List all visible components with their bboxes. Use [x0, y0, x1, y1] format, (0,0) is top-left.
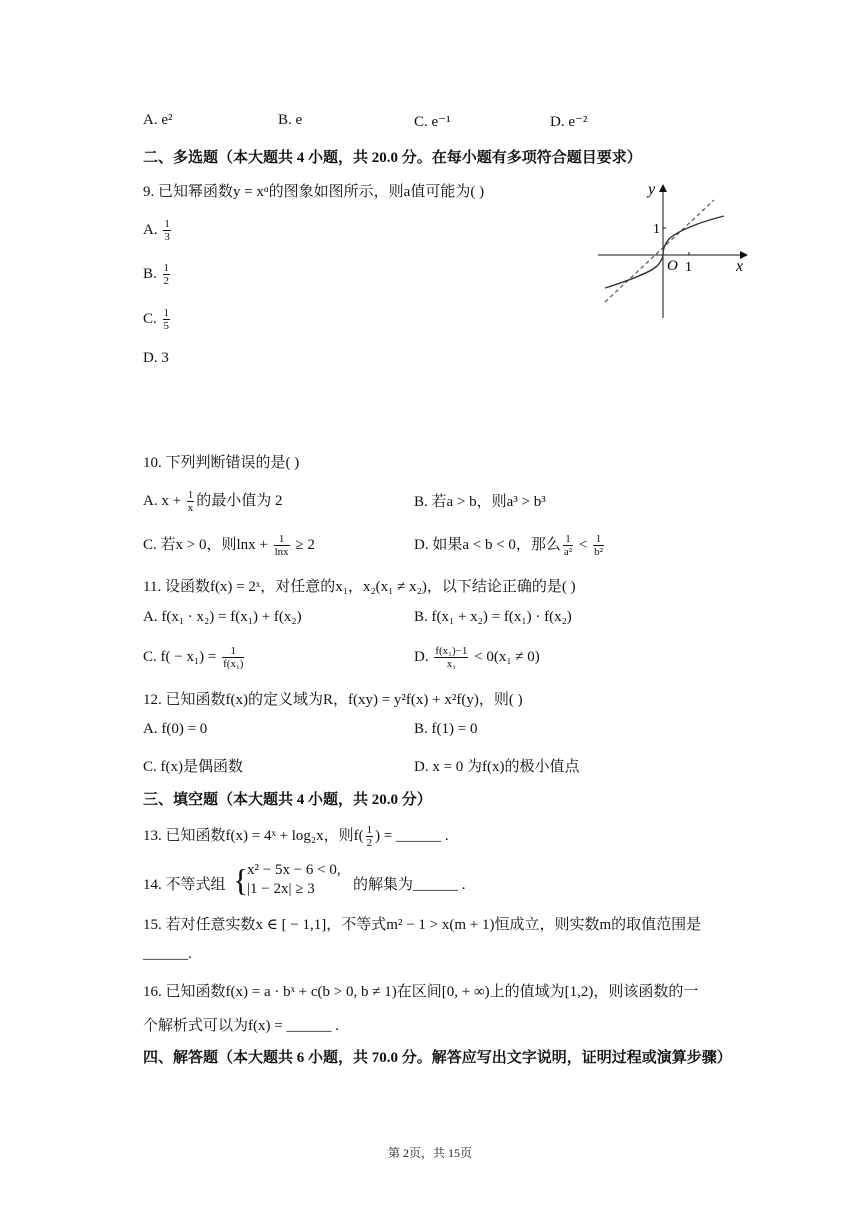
question-10-stem: 10. 下列判断错误的是( ) [143, 455, 300, 471]
q11-option-c[interactable] [143, 645, 246, 670]
q10-option-a[interactable] [143, 489, 283, 514]
question-15-line-2: ______. [143, 946, 192, 962]
option-text: D. [414, 648, 433, 665]
q10-option-b[interactable]: B. 若a > b，则a³ > b³ [414, 494, 546, 510]
q11-option-a[interactable]: A. f(x₁ · x₂) = f(x₁) + f(x₂) [143, 609, 302, 625]
q8-option-c[interactable]: C. e⁻¹ [414, 114, 451, 130]
q12-option-c[interactable]: C. f(x)是偶函数 [143, 759, 243, 775]
option-label: C. [143, 310, 157, 327]
question-text: 14. 不等式组 [143, 877, 226, 893]
q11-option-b[interactable]: B. f(x₁ + x₂) = f(x₁) · f(x₂) [414, 609, 572, 625]
fraction: $\frac{\text{f(x₁)−1}}{\text{x₁}}$ [435, 645, 468, 670]
q12-option-b[interactable]: B. f(1) = 0 [414, 721, 478, 737]
option-label: B. [143, 265, 157, 282]
section-heading-answer: 四、解答题（本大题共 6 小题，共 70.0 分。解答应写出文字说明，证明过程或演算步骤） [143, 1050, 732, 1066]
option-text: 的最小值为 2 [196, 493, 283, 509]
question-16-line-1: 16. 已知函数f(x) = a · bˣ + c(b > 0, b ≠ 1)在区间[0, + ∞)上的值域为[1,2)，则该函数的一 [143, 984, 699, 1000]
q12-option-d[interactable]: D. x = 0 为f(x)的极小值点 [414, 759, 580, 775]
section-heading-multiple-choice: 二、多选题（本大题共 4 小题，共 20.0 分。在每小题有多项符合题目要求） [143, 150, 642, 166]
power-function-graph [590, 180, 760, 320]
fraction: $\frac{1}{\text{f(x₁)}}$ [223, 645, 244, 670]
power-function-curve [605, 216, 724, 288]
option-label: A. [143, 221, 158, 238]
left-brace-icon: { [233, 862, 249, 898]
question-12-stem: 12. 已知函数f(x)的定义域为R，f(xy) = y²f(x) + x²f(y)，则( ) [143, 692, 523, 708]
q8-option-d[interactable]: D. e⁻² [550, 114, 588, 130]
origin-label: O [667, 258, 678, 274]
q8-option-a[interactable]: A. e² [143, 112, 173, 128]
option-text: < [575, 537, 592, 553]
fraction: $\frac{1}{2}$ [163, 262, 170, 287]
question-text: ) = ______ . [375, 828, 449, 844]
option-text: D. 如果a < b < 0，那么 [414, 537, 561, 553]
fraction: $\frac{1}{\text{b²}}$ [594, 533, 603, 559]
option-text: C. f( − x₁) = [143, 648, 221, 665]
x-axis-label: x [736, 258, 744, 275]
option-text: A. x + [143, 493, 185, 509]
question-text: 的解集为______ . [353, 877, 466, 893]
question-11-stem: 11. 设函数f(x) = 2ˣ，对任意的x₁，x₂(x₁ ≠ x₂)，以下结论正确的是( ) [143, 579, 576, 595]
question-text: 13. 已知函数f(x) = 4ˣ + log₂x，则f( [143, 828, 364, 844]
fraction: $\frac{1}{3}$ [164, 218, 170, 243]
question-16-line-2: 个解析式可以为f(x) = ______ . [143, 1018, 339, 1034]
q10-option-c[interactable] [143, 533, 315, 558]
y-tick-label: 1 [653, 222, 660, 237]
option-text: C. 若x > 0，则lnx + [143, 537, 272, 553]
page-footer: 第 2页，共 15页 [387, 1146, 472, 1160]
section-heading-fill-in: 三、填空题（本大题共 4 小题，共 20.0 分） [143, 792, 432, 808]
q9-option-c[interactable] [143, 307, 172, 332]
q11-option-d[interactable] [414, 645, 540, 670]
fraction: $\frac{1}{\ln x}$ [274, 533, 289, 559]
fraction: $\frac{1}{5}$ [163, 307, 170, 332]
q10-option-d[interactable] [414, 533, 606, 558]
q12-option-a[interactable]: A. f(0) = 0 [143, 721, 208, 737]
system-line-2: |1 − 2x| ≥ 3 [247, 881, 315, 897]
fraction: $\frac{1}{\text{a²}}$ [563, 533, 573, 559]
option-text: ≥ 2 [291, 537, 315, 553]
q8-options [143, 112, 783, 134]
system-line-1: x² − 5x − 6 < 0, [247, 862, 341, 878]
y-axis-label: y [648, 181, 656, 198]
q9-option-a[interactable] [143, 218, 173, 243]
question-9-stem: 9. 已知幂函数y = xᵅ的图象如图所示，则a值可能为( ) [143, 184, 485, 200]
q9-option-d[interactable]: D. 3 [143, 350, 169, 366]
q9-option-b[interactable] [143, 262, 172, 287]
q8-option-b[interactable]: B. e [278, 112, 303, 128]
dashed-line-y-equals-x [605, 200, 714, 302]
option-text: < 0(x₁ ≠ 0) [470, 648, 540, 665]
fraction: $\frac{1}{2}$ [366, 824, 373, 850]
question-13 [143, 824, 449, 849]
y-axis-arrow [659, 184, 667, 192]
x-tick-label: 1 [685, 260, 692, 275]
question-15-line-1: 15. 若对任意实数x ∈ [ − 1,1]，不等式m² − 1 > x(m + 1)恒成立，则实数m的取值范围是 [143, 917, 702, 933]
fraction: $\frac{1}{x}$ [187, 489, 194, 515]
